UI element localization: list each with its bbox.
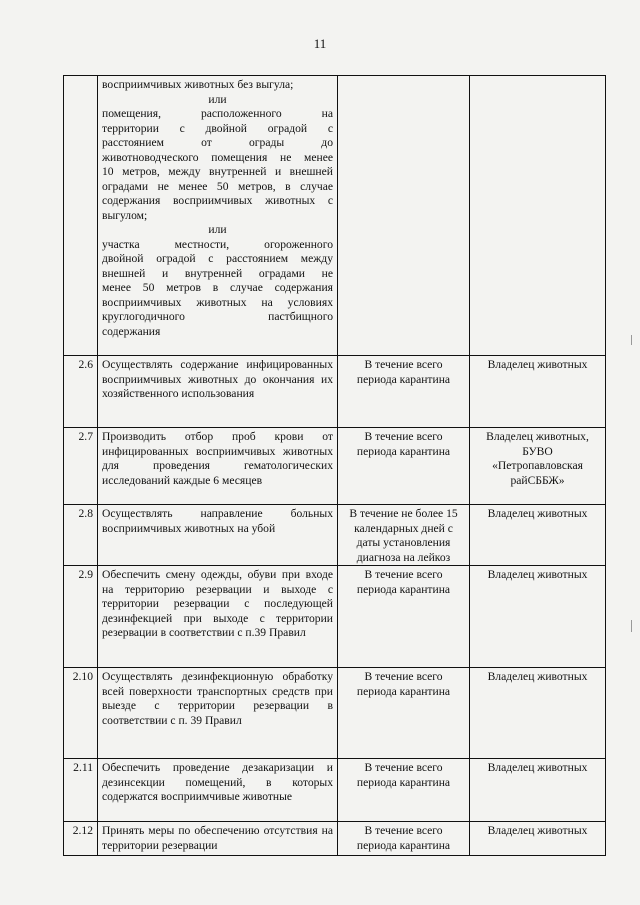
term-cell <box>338 822 470 856</box>
continuation-line: помещения, расположенного на <box>102 107 333 120</box>
term-line: периода карантина <box>356 372 451 386</box>
responsible-line: «Петропавловская <box>492 459 583 472</box>
continuation-line: восприимчивых животных на условиях <box>102 295 333 309</box>
responsible-cell <box>470 356 606 428</box>
table-row <box>64 356 606 428</box>
term-line: периода карантина <box>356 838 451 852</box>
row-number-cell: 2.10 <box>64 668 98 759</box>
term-line: В течение всего <box>364 761 443 774</box>
measures-table <box>63 75 606 856</box>
row-number-cell: 2.7 <box>64 428 98 505</box>
continuation-line: животноводческого помещения не менее <box>102 150 333 164</box>
continuation-line: двойной оградой с расстоянием между <box>102 252 333 265</box>
row-number-cell: 2.8 <box>64 505 98 566</box>
table-row <box>64 428 606 505</box>
scan-artifact <box>631 620 632 632</box>
measure-text-cell: Обеспечить смену одежды, обуви при входе на территорию резервации и выходе с территории резервации с последующей дезинфекцией при выходе с территории резервации в соответствии с п.39 Правил <box>98 566 338 668</box>
measure-text-cell: Обеспечить проведение дезакаризации и дезинсекции помещений, в которых содержатся восприимчивые животные <box>98 759 338 822</box>
continuation-line: восприимчивых животных без выгула; <box>102 78 294 91</box>
responsible-line: Владелец животных <box>487 670 588 683</box>
responsible-cell <box>470 428 606 505</box>
row-number-cell: 2.6 <box>64 356 98 428</box>
term-cell <box>338 566 470 668</box>
table-row-continuation <box>64 76 606 356</box>
table-row <box>64 822 606 856</box>
row-number-cell: 2.11 <box>64 759 98 822</box>
continuation-line: расстоянием от ограды до <box>102 136 333 149</box>
measure-text-cell: Осуществлять направление больных восприимчивых животных на убой <box>98 505 338 566</box>
continuation-line: территории с двойной оградой с <box>102 121 333 135</box>
term-cell <box>338 759 470 822</box>
table-row <box>64 505 606 566</box>
responsible-line: Владелец животных <box>487 761 588 774</box>
row-number-cell: 2.12 <box>64 822 98 856</box>
table-row <box>64 668 606 759</box>
responsible-cell <box>470 759 606 822</box>
continuation-line: внешней и внутренней оградами не <box>102 266 333 280</box>
term-cell <box>338 668 470 759</box>
responsible-line: БУВО <box>522 444 553 458</box>
responsible-line: Владелец животных <box>487 358 588 371</box>
term-line: В течение всего <box>364 670 443 683</box>
table-row <box>64 566 606 668</box>
term-cell <box>338 428 470 505</box>
continuation-line: содержания восприимчивых животных с <box>102 194 333 207</box>
term-line: периода карантина <box>356 444 451 458</box>
measure-text-cell: Осуществлять дезинфекционную обработку всей поверхности транспортных средств при выезде с территории резервации в соответствии с п. 39 Правил <box>98 668 338 759</box>
responsible-line: Владелец животных <box>487 568 588 581</box>
term-line: В течение не более 15 <box>349 507 458 520</box>
term-line: календарных дней с <box>354 521 453 535</box>
term-line: В течение всего <box>364 430 443 443</box>
term-line: периода карантина <box>356 775 451 789</box>
continuation-line: круглогодичного пастбищного <box>102 310 333 323</box>
scan-artifact <box>631 335 632 345</box>
responsible-cell <box>470 566 606 668</box>
term-line: В течение всего <box>364 824 443 837</box>
responsible-cell <box>470 668 606 759</box>
responsible-line: райСББЖ» <box>510 473 565 487</box>
continuation-line: 10 метров, между внутренней и внешней <box>102 165 333 178</box>
continuation-line: или <box>208 92 227 106</box>
term-line: периода карантина <box>356 582 451 596</box>
continuation-line: участка местности, огороженного <box>102 237 333 251</box>
measure-text-cell: Осуществлять содержание инфицированных восприимчивых животных до окончания их хозяйственного использования <box>98 356 338 428</box>
responsible-cell <box>470 76 606 356</box>
continuation-text-cell <box>98 76 338 356</box>
continuation-line: содержания <box>102 324 161 338</box>
responsible-line: Владелец животных <box>487 824 588 837</box>
responsible-line: Владелец животных, <box>486 430 589 443</box>
continuation-line: менее 50 метров в случае содержания <box>102 281 333 294</box>
page-number: 11 <box>313 36 327 51</box>
continuation-line: или <box>208 223 227 236</box>
term-line: В течение всего <box>364 568 443 581</box>
responsible-cell <box>470 505 606 566</box>
term-cell <box>338 505 470 566</box>
term-cell <box>338 76 470 356</box>
term-line: периода карантина <box>356 684 451 698</box>
row-number-cell <box>64 76 98 356</box>
continuation-line: оградами не менее 50 метров, в случае <box>102 179 333 193</box>
term-cell <box>338 356 470 428</box>
row-number-cell: 2.9 <box>64 566 98 668</box>
term-line: диагноза на лейкоз <box>356 550 451 564</box>
continuation-line: выгулом; <box>102 208 148 222</box>
table-row <box>64 759 606 822</box>
term-line: В течение всего <box>364 358 443 371</box>
term-line: даты установления <box>356 536 451 549</box>
responsible-line: Владелец животных <box>487 507 588 520</box>
measure-text-cell: Производить отбор проб крови от инфицированных восприимчивых животных для проведения гематологических исследований каждые 6 месяцев <box>98 428 338 505</box>
measure-text-cell: Принять меры по обеспечению отсутствия на территории резервации <box>98 822 338 856</box>
responsible-cell <box>470 822 606 856</box>
